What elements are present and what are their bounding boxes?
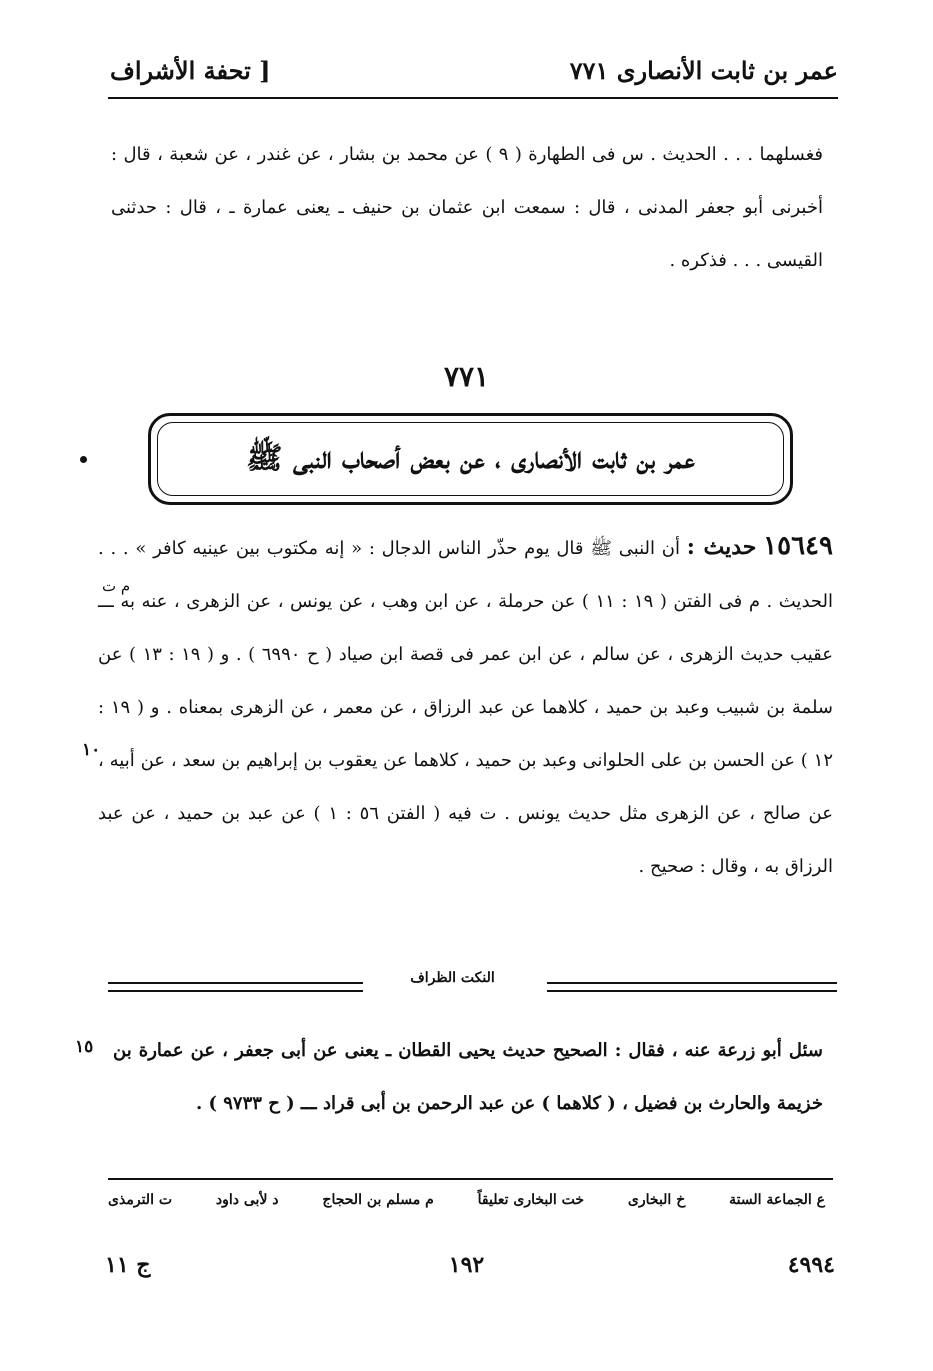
page-number: ١٩٢ (448, 1252, 485, 1278)
footnote-item: د لأبى داود (215, 1192, 279, 1208)
hadith-number: ١٥٦٤٩ (763, 531, 833, 561)
header-rule (108, 97, 838, 99)
chapter-number: ٧٧١ (443, 360, 490, 393)
chapter-title: عمر بن ثابت الأنصارى ، عن بعض أصحاب النبى ﷺ (246, 441, 695, 476)
hadith-side-mark: م ت (102, 577, 131, 595)
volume-number: ج ١١ (105, 1252, 151, 1278)
continuation-paragraph: فغسلهما . . . الحديث . س فى الطهارة ( ٩ ) عن محمد بن بشار ، عن غندر ، عن شعبة ، قال : أخبرنى أبو جعفر المدنى ، قال : سمعت ابن عثمان بن حنيف ـ يعنى عمارة ـ ، قال : حدثنى القيسى . . . فذكره . (111, 144, 823, 271)
chapter-title-box (148, 413, 793, 505)
hadith-paragraph (98, 520, 833, 893)
running-header-book: [ تحفة الأشراف (110, 56, 271, 85)
serial-number: ٤٩٩٤ (787, 1252, 835, 1278)
footnote-item: ت الترمذى (108, 1192, 173, 1208)
line-marker-10: ١٠ (82, 740, 101, 760)
footnote-abbreviations (108, 1192, 825, 1208)
footnote-rule (108, 1178, 833, 1180)
footnote-item: م مسلم بن الحجاج (322, 1192, 434, 1208)
footnote-item: خت البخارى تعليقاً (477, 1192, 585, 1208)
hadith-text: أن النبى ﷺ قال يوم حذّر الناس الدجال : « إنه مكتوب بين عينيه كافر » . . . الحديث . م فى الفتن ( ١٩ : ١١ ) عن حرملة ، عن ابن وهب ، عن يونس ، عن الزهرى ، عنه به ـــ عقيب حديث الزهرى ، عن سالم ، عن ابن عمر فى قصة ابن صياد ( ح ٦٩٩٠ ) . و ( ١٩ : ١٣ ) عن سلمة بن شبيب وعبد بن حميد ، كلاهما عن عبد الرزاق ، عن معمر ، عن الزهرى بمعناه . و ( ١٩ : ١٢ ) عن الحسن بن على الحلوانى وعبد بن حميد ، كلاهما عن يعقوب بن إبراهيم بن سعد ، عن أبيه ، عن صالح ، عن الزهرى مثل حديث يونس . ت فيه ( الفتن ٥٦ : ١ ) عن عبد بن حميد ، عن عبد الرزاق به ، وقال : صحيح . (98, 538, 833, 877)
footnote-item: ع الجماعة الستة (729, 1192, 825, 1208)
nukat-paragraph: سئل أبو زرعة عنه ، فقال : الصحيح حديث يحيى القطان ـ يعنى عن أبى جعفر ، عن عمارة بن خزيمة والحارث بن فضيل ، ( كلاهما ) عن عبد الرحمن بن أبى قراد ـــ ( ح ٩٧٣٣ ) . (113, 1040, 823, 1114)
ornament-label: النكت الظراف (410, 970, 495, 986)
footnote-item: خ البخارى (627, 1192, 686, 1208)
line-marker-15: ١٥ (75, 1037, 94, 1057)
hadith-lead: حديث : (686, 534, 757, 560)
running-header-title: عمر بن ثابت الأنصارى ٧٧١ (569, 56, 838, 85)
margin-bullet (80, 456, 87, 463)
